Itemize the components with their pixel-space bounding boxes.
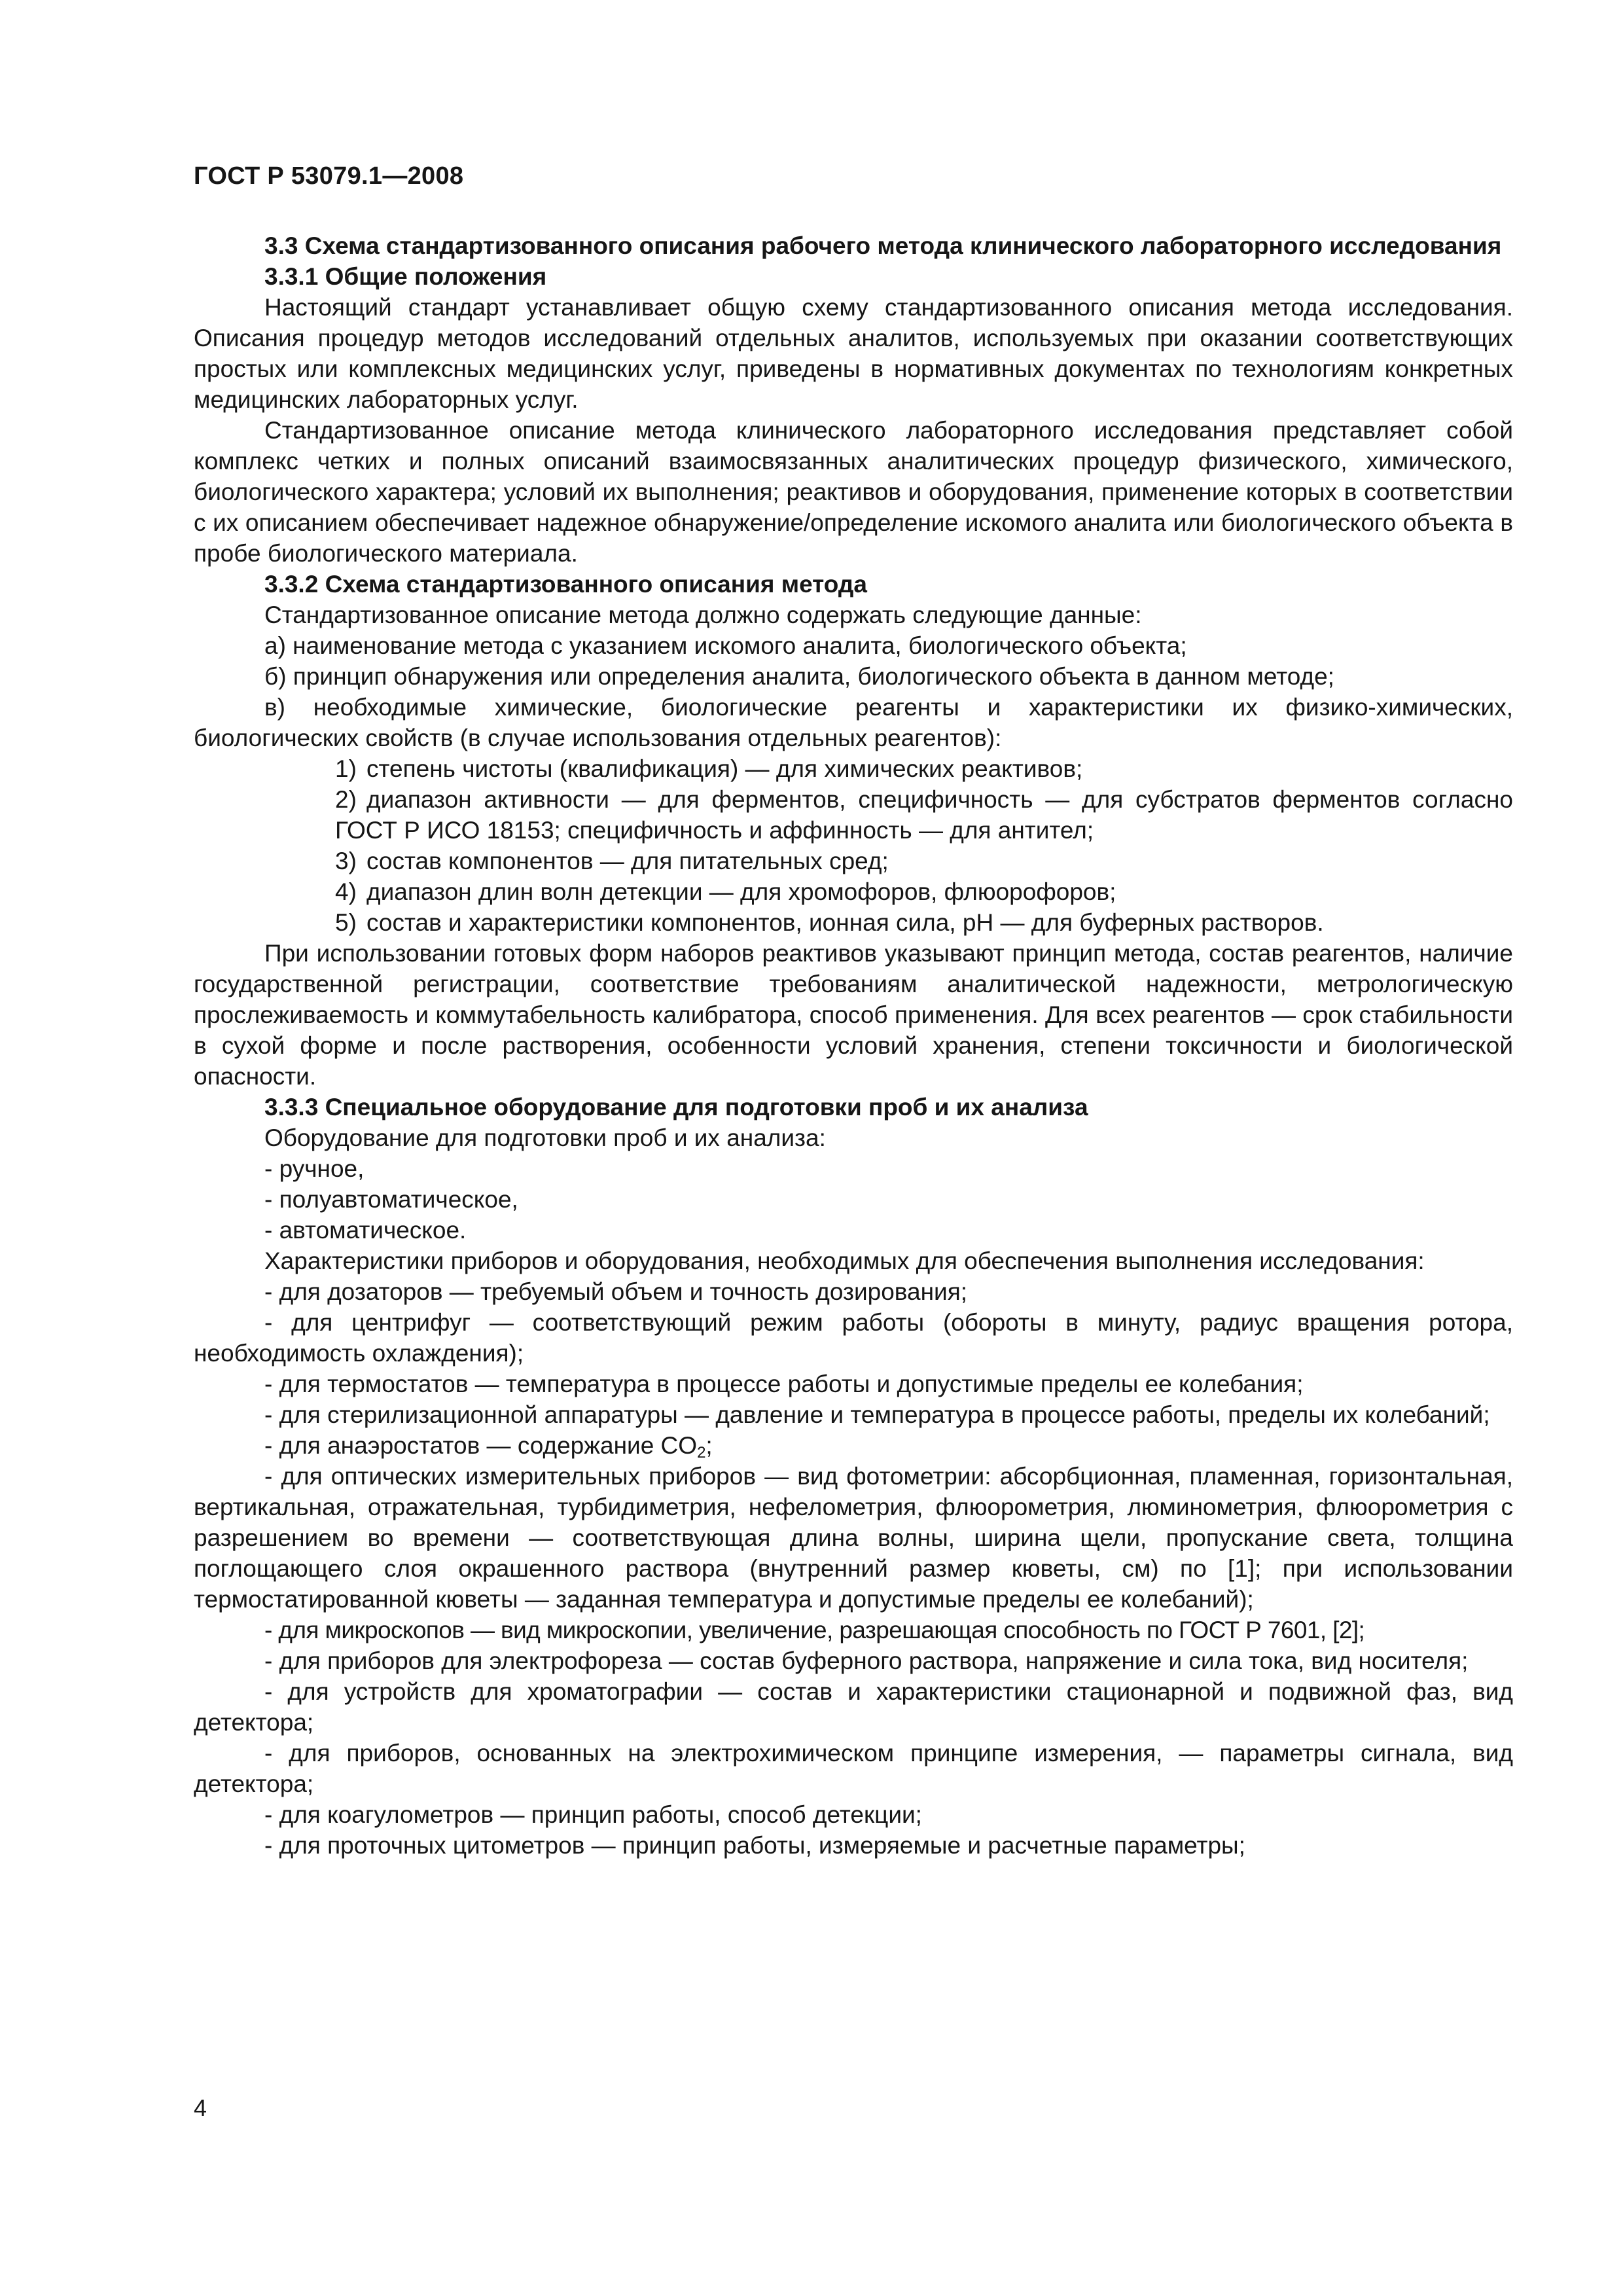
paragraph: Характеристики приборов и оборудования, необходимых для обеспечения выполнения исследования: xyxy=(264,1247,1425,1274)
page-number: 4 xyxy=(194,2094,207,2121)
item-text: степень чистоты (квалификация) — для химических реактивов; xyxy=(366,755,1083,782)
section-3-3-title: 3.3 Схема стандартизованного описания рабочего метода клинического лабораторного исследования xyxy=(264,232,1502,259)
item-text: - для анаэростатов — содержание CO xyxy=(264,1432,698,1459)
paragraph: Настоящий стандарт устанавливает общую схему стандартизованного описания метода исследования. Описания процедур методов исследований отдельных аналитов, используемых при оказании соответствующих простых или комплексных медицинских услуг, приведены в нормативных документах по технологиям конкретных медицинских лабораторных услуг. xyxy=(194,294,1513,413)
list-item: - для устройств для хроматографии — состав и характеристики стационарной и подвижной фаз, вид детектора; xyxy=(194,1678,1513,1736)
paragraph: Оборудование для подготовки проб и их анализа: xyxy=(264,1124,826,1151)
paragraph: Стандартизованное описание метода должно содержать следующие данные: xyxy=(264,601,1142,628)
paragraph: Стандартизованное описание метода клинического лабораторного исследования представляет собой комплекс четких и полных описаний взаимосвязанных аналитических процедур физического, химического, биологического характера; условий их выполнения; реактивов и оборудования, применение которых в соответствии с их описанием обеспечивает надежное обнаружение/определение искомого аналита или биологического объекта в пробе биологического материала. xyxy=(194,417,1513,567)
numbered-item xyxy=(194,753,1513,784)
numbered-item xyxy=(194,784,1513,846)
list-item: в) необходимые химические, биологические реагенты и характеристики их физико-химических, биологических свойств (в случае использования отдельных реагентов): xyxy=(194,694,1513,751)
list-item: а) наименование метода с указанием искомого аналита, биологического объекта; xyxy=(264,632,1187,659)
list-item: - для оптических измерительных приборов — вид фотометрии: абсорбционная, пламенная, горизонтальная, вертикальная, отражательная, турбидиметрия, нефелометрия, флюорометрия, люминометрия, флюорометрия с разрешением во времени — соответствующая длина волны, ширина щели, пропускание света, толщина поглощающего слоя окрашенного раствора (внутренний размер кюветы, см) по [1]; при использовании термостатированной кюветы — заданная температура и допустимые пределы ее колебаний); xyxy=(194,1463,1513,1613)
numbered-item xyxy=(194,907,1513,938)
document-body xyxy=(194,230,1513,1861)
item-number: 2) xyxy=(335,786,357,813)
numbered-item xyxy=(194,876,1513,907)
list-item: - для проточных цитометров — принцип работы, измеряемые и расчетные параметры; xyxy=(264,1832,1245,1859)
list-item: - полуавтоматическое, xyxy=(264,1186,518,1213)
item-text-suffix: ; xyxy=(705,1432,713,1459)
item-number: 4) xyxy=(335,878,357,905)
list-item: - автоматическое. xyxy=(264,1217,467,1244)
item-number: 5) xyxy=(335,909,357,936)
subscript: 2 xyxy=(697,1444,706,1462)
list-item: б) принцип обнаружения или определения аналита, биологического объекта в данном методе; xyxy=(264,663,1334,690)
list-item: - для дозаторов — требуемый объем и точность дозирования; xyxy=(264,1278,968,1305)
item-text: диапазон активности — для ферментов, специфичность — для субстратов ферментов согласно ГОСТ Р ИСО 18153; специфичность и аффинность — для антител; xyxy=(335,786,1513,844)
list-item: - для центрифуг — соответствующий режим работы (обороты в минуту, радиус вращения ротора, необходимость охлаждения); xyxy=(194,1309,1513,1367)
section-3-3-1-title: 3.3.1 Общие положения xyxy=(264,263,547,290)
list-item xyxy=(194,1430,1513,1461)
section-3-3-3-title: 3.3.3 Специальное оборудование для подготовки проб и их анализа xyxy=(264,1094,1088,1121)
list-item: - для термостатов — температура в процессе работы и допустимые пределы ее колебания; xyxy=(264,1371,1304,1397)
paragraph: При использовании готовых форм наборов реактивов указывают принцип метода, состав реагентов, наличие государственной регистрации, соответствие требованиям аналитической надежности, метрологическую прослеживаемость и коммутабельность калибратора, способ применения. Для всех реагентов — срок стабильности в сухой форме и после растворения, особенности условий хранения, степени токсичности и биологической опасности. xyxy=(194,940,1513,1090)
item-text: диапазон длин волн детекции — для хромофоров, флюорофоров; xyxy=(366,878,1116,905)
list-item: - для приборов для электрофореза — состав буферного раствора, напряжение и сила тока, вид носителя; xyxy=(264,1647,1469,1674)
item-number: 3) xyxy=(335,848,357,874)
item-text: состав и характеристики компонентов, ионная сила, pH — для буферных растворов. xyxy=(366,909,1324,936)
list-item: - ручное, xyxy=(264,1155,365,1182)
document-id-header: ГОСТ Р 53079.1—2008 xyxy=(194,162,464,190)
list-item: - для микроскопов — вид микроскопии, увеличение, разрешающая способность по ГОСТ Р 7601, [2]; xyxy=(264,1617,1365,1643)
numbered-item xyxy=(194,846,1513,876)
section-3-3-2-title: 3.3.2 Схема стандартизованного описания метода xyxy=(264,571,867,598)
list-item: - для коагулометров — принцип работы, способ детекции; xyxy=(264,1801,922,1828)
item-text: состав компонентов — для питательных сред; xyxy=(366,848,889,874)
list-item: - для приборов, основанных на электрохимическом принципе измерения, — параметры сигнала, вид детектора; xyxy=(194,1740,1513,1797)
list-item: - для стерилизационной аппаратуры — давление и температура в процессе работы, пределы их колебаний; xyxy=(264,1401,1490,1428)
item-number: 1) xyxy=(335,755,357,782)
